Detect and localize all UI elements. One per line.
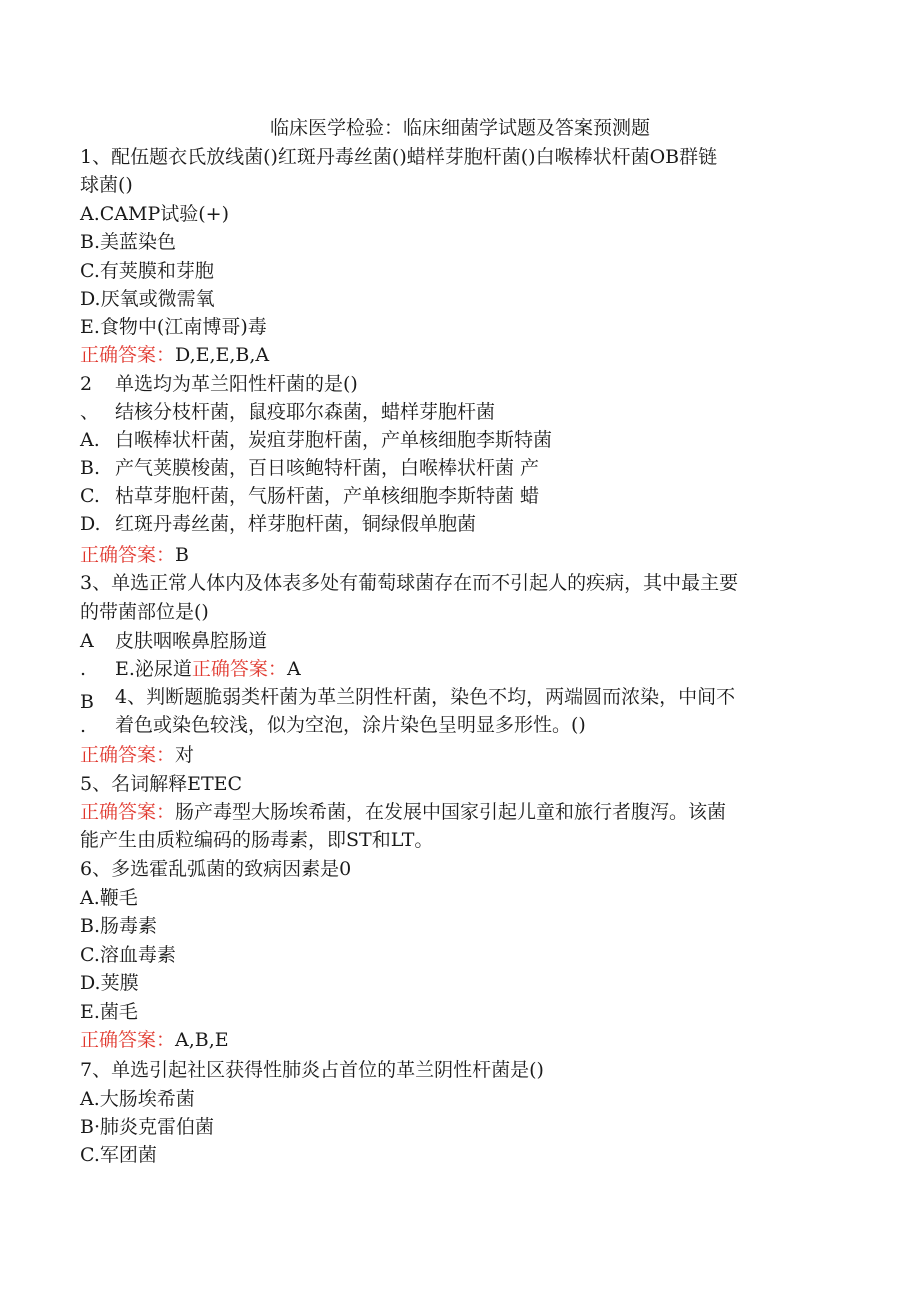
q1-option-b: B.美蓝染色 [80,231,177,253]
q6-option-b: B.肠毒素 [80,915,158,937]
q3-marker-b: B [80,691,94,713]
q2-marker-b: B. [80,457,101,479]
q7-question: 7、单选引起社区获得性肺炎占首位的革兰阴性杆菌是() [80,1059,544,1081]
q3-line-2: 的带菌部位是() [80,601,209,623]
q2-marker-c: C. [80,485,100,507]
q4-answer-value: 对 [175,744,195,766]
q2-option-b: 产气荚膜梭菌，百日咳鲍特杆菌，白喉棒状杆菌 产 [115,457,540,479]
q1-answer-value: D,E,E,B,A [175,344,270,366]
q2-question: 单选均为革兰阳性杆菌的是() [115,373,358,395]
q3-marker-a: A [80,630,94,652]
q3-answer-label: 正确答案： [191,658,287,680]
q6-option-c: C.溶血毒素 [80,944,176,966]
q7-option-b: B·肺炎克雷伯菌 [80,1116,215,1138]
q2-marker-d: D. [80,513,101,535]
q5-answer-line-2: 能产生由质粒编码的肠毒素，即ST和LT。 [80,829,434,851]
q3-option-e: E.泌尿道 [115,658,192,680]
q1-option-d: D.厌氧或微需氧 [80,288,215,310]
q1-line-1: 1、配伍题衣氏放线菌()红斑丹毒丝菌()蜡样芽胞杆菌()白喉棒状杆菌OB群链 [80,146,718,168]
q7-option-c: C.军团菌 [80,1144,157,1166]
q4-answer [80,741,194,769]
q4-line-1: 4、判断题脆弱类杆菌为革兰阴性杆菌，染色不均，两端圆而浓染，中间不 [115,686,736,708]
q3-dot-2: . [80,715,87,737]
q6-option-a: A.鞭毛 [80,887,138,909]
q2-option-d: 红斑丹毒丝菌，样芽胞杆菌，铜绿假单胞菌 [115,513,477,535]
q3-line-1: 3、单选正常人体内及体表多处有葡萄球菌存在而不引起人的疾病，其中最主要 [80,572,739,594]
q1-line-2: 球菌() [80,174,133,196]
q2-answer-value: B [175,544,189,566]
q1-option-a: A.CAMP试验(+) [80,203,230,225]
q5-answer [80,798,726,826]
q1-answer-label: 正确答案： [80,344,176,366]
q2-answer-label: 正确答案： [80,544,176,566]
q4-line-2: 着色或染色较浅，似为空泡，涂片染色呈明显多形性。() [115,714,586,736]
document-title: 临床医学检验：临床细菌学试题及答案预测题 [269,117,650,139]
q2-option-a: 白喉棒状杆菌，炭疽芽胞杆菌，产单核细胞李斯特菌 [115,429,553,451]
q6-question: 6、多选霍乱弧菌的致病因素是0 [80,858,352,880]
q2-number: 2 [80,373,93,395]
q1-option-e: E.食物中(江南博哥)毒 [80,316,267,338]
q2-marker-a: A. [80,429,100,451]
q3-dot-1: . [80,658,87,680]
q6-answer [80,1026,229,1054]
q7-option-a: A.大肠埃希菌 [80,1088,195,1110]
q6-option-e: E.菌毛 [80,1001,138,1023]
q3-option-a: 皮肤咽喉鼻腔肠道 [115,630,268,652]
q2-marker-0: 、 [80,401,100,423]
q1-answer [80,341,269,369]
q2-option-c: 枯草芽胞杆菌，气肠杆菌，产单核细胞李斯特菌 蜡 [115,485,540,507]
q3-option-e-line [115,655,301,683]
q5-answer-value: 肠产毒型大肠埃希菌，在发展中国家引起儿童和旅行者腹泻。该菌 [175,801,727,823]
q5-question: 5、名词解释ETEC [80,773,243,795]
q4-answer-label: 正确答案： [80,744,176,766]
q1-option-c: C.有荚膜和芽胞 [80,260,214,282]
q2-line-0: 结核分枝杆菌，鼠疫耶尔森菌，蜡样芽胞杆菌 [115,401,496,423]
q6-option-d: D.荚膜 [80,972,139,994]
q2-answer [80,541,189,569]
q6-answer-value: A,B,E [175,1029,229,1051]
q5-answer-label: 正确答案： [80,801,176,823]
q6-answer-label: 正确答案： [80,1029,176,1051]
q3-answer-value: A [286,658,301,680]
